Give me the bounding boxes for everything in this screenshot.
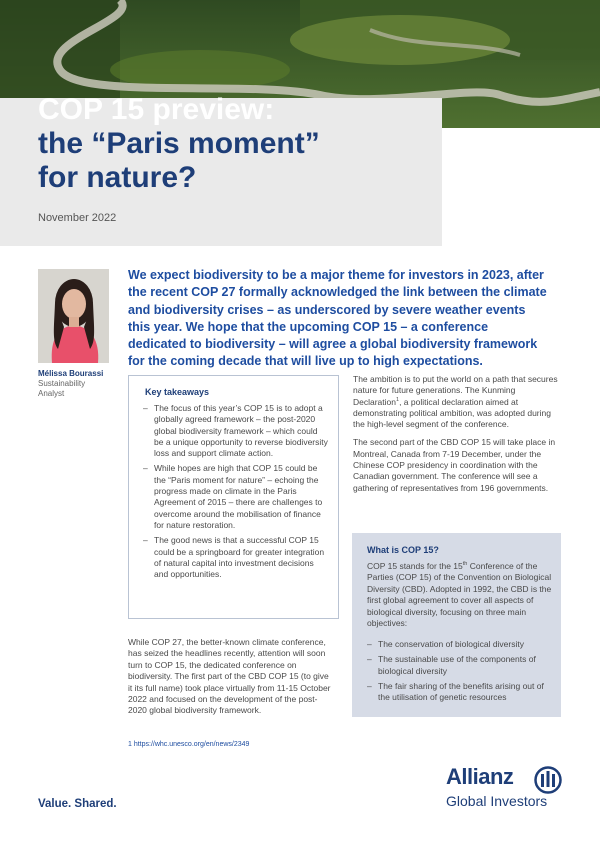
- body-column-right: [353, 374, 560, 501]
- title-line-1: COP 15 preview:: [38, 93, 275, 126]
- objective-item: – The fair sharing of the benefits arising out of the utilisation of genetic resources: [367, 681, 553, 704]
- takeaway-item: – The good news is that a successful COP 15 could be a springboard for greater integration of natural capital into investment decisions and opportunities.: [143, 535, 329, 580]
- body-paragraph-left: While COP 27, the better-known climate conference, has seized the headlines recently, attention will soon turn to COP 15, the dedicated conference on biodiversity. The first part of the CBD COP 15 (to give it its full name) took place virtually from 11-15 October 2022 and focused on the development of the post-2020 global biodiversity framework.: [128, 637, 331, 716]
- footnote-link[interactable]: 1 https://whc.unesco.org/en/news/2349: [128, 741, 250, 748]
- author-role: Sustainability Analyst: [38, 379, 86, 398]
- body-paragraph-1-text-cont: , a political declaration aimed at demonstrating political ambition, was adopted during the high-level segment of the conference.: [353, 396, 551, 430]
- footnote-marker: 1: [396, 396, 400, 403]
- logo-brand: Allianz: [446, 764, 514, 789]
- what-is-text-start: COP 15 stands for the 15: [367, 561, 463, 571]
- page-title: [38, 93, 320, 195]
- title-line-2: the “Paris moment”: [38, 127, 320, 160]
- publication-date: November 2022: [38, 212, 117, 224]
- body-paragraph-2: The second part of the CBD COP 15 will take place in Montreal, Canada from 7-19 December, under the Chinese COP presidency in coordination with the Canadian government. The conference will see a gathering of representatives from 196 governments.: [353, 437, 556, 493]
- allianz-eagle-icon: [534, 766, 562, 794]
- objective-item: – The sustainable use of the components of biological diversity: [367, 654, 553, 677]
- objectives-list: [367, 639, 553, 707]
- title-line-3: for nature?: [38, 161, 197, 194]
- author-photo: [38, 269, 109, 363]
- what-is-cop15-box: [352, 533, 561, 717]
- lead-paragraph: We expect biodiversity to be a major theme for investors in 2023, after the recent COP 27 formally acknowledged the link between the climate and biodiversity crises – as underscored by severe weather events this year. We hope that the upcoming COP 15 – a conference dedicated to biodiversity – will agree a global biodiversity framework for the coming decade that will live up to high expectations.: [128, 268, 547, 369]
- body-paragraph-1-text: The ambition is to put the world on a path that secures nature for future generations. The Kunming Declaration: [353, 374, 558, 407]
- tagline: Value. Shared.: [38, 798, 117, 810]
- what-is-text-end: Conference of the Parties (COP 15) of the Convention on Biological Diversity (CBD). Adopted in 1992, the CBD is the first global agreement to cover all aspects of biological diversity, focusing on three main objectives:: [367, 561, 552, 629]
- what-is-heading: What is COP 15?: [367, 545, 439, 555]
- ordinal-suffix: th: [462, 561, 468, 568]
- logo-subtitle: Global Investors: [446, 793, 548, 809]
- objective-item: – The conservation of biological diversity: [367, 639, 553, 650]
- key-takeaways-heading: Key takeaways: [145, 387, 210, 397]
- allianz-logo: [444, 765, 564, 815]
- what-is-text: [367, 561, 552, 629]
- takeaway-item: – While hopes are high that COP 15 could be the “Paris moment for nature” – echoing the progress made on climate in the Paris Agreement of 2015 – there are challenges to overcome around the mobilisation of finance for nature restoration.: [143, 463, 329, 531]
- author-name: Mélissa Bourassi: [38, 369, 104, 378]
- key-takeaways-list: [143, 403, 329, 584]
- body-paragraph-1: [353, 374, 560, 430]
- takeaway-item: – The focus of this year’s COP 15 is to adopt a globally agreed framework – the post-2020 global biodiversity framework – which could be a unique opportunity to reverse biodiversity loss and support climate action.: [143, 403, 329, 459]
- key-takeaways-box: [128, 375, 339, 619]
